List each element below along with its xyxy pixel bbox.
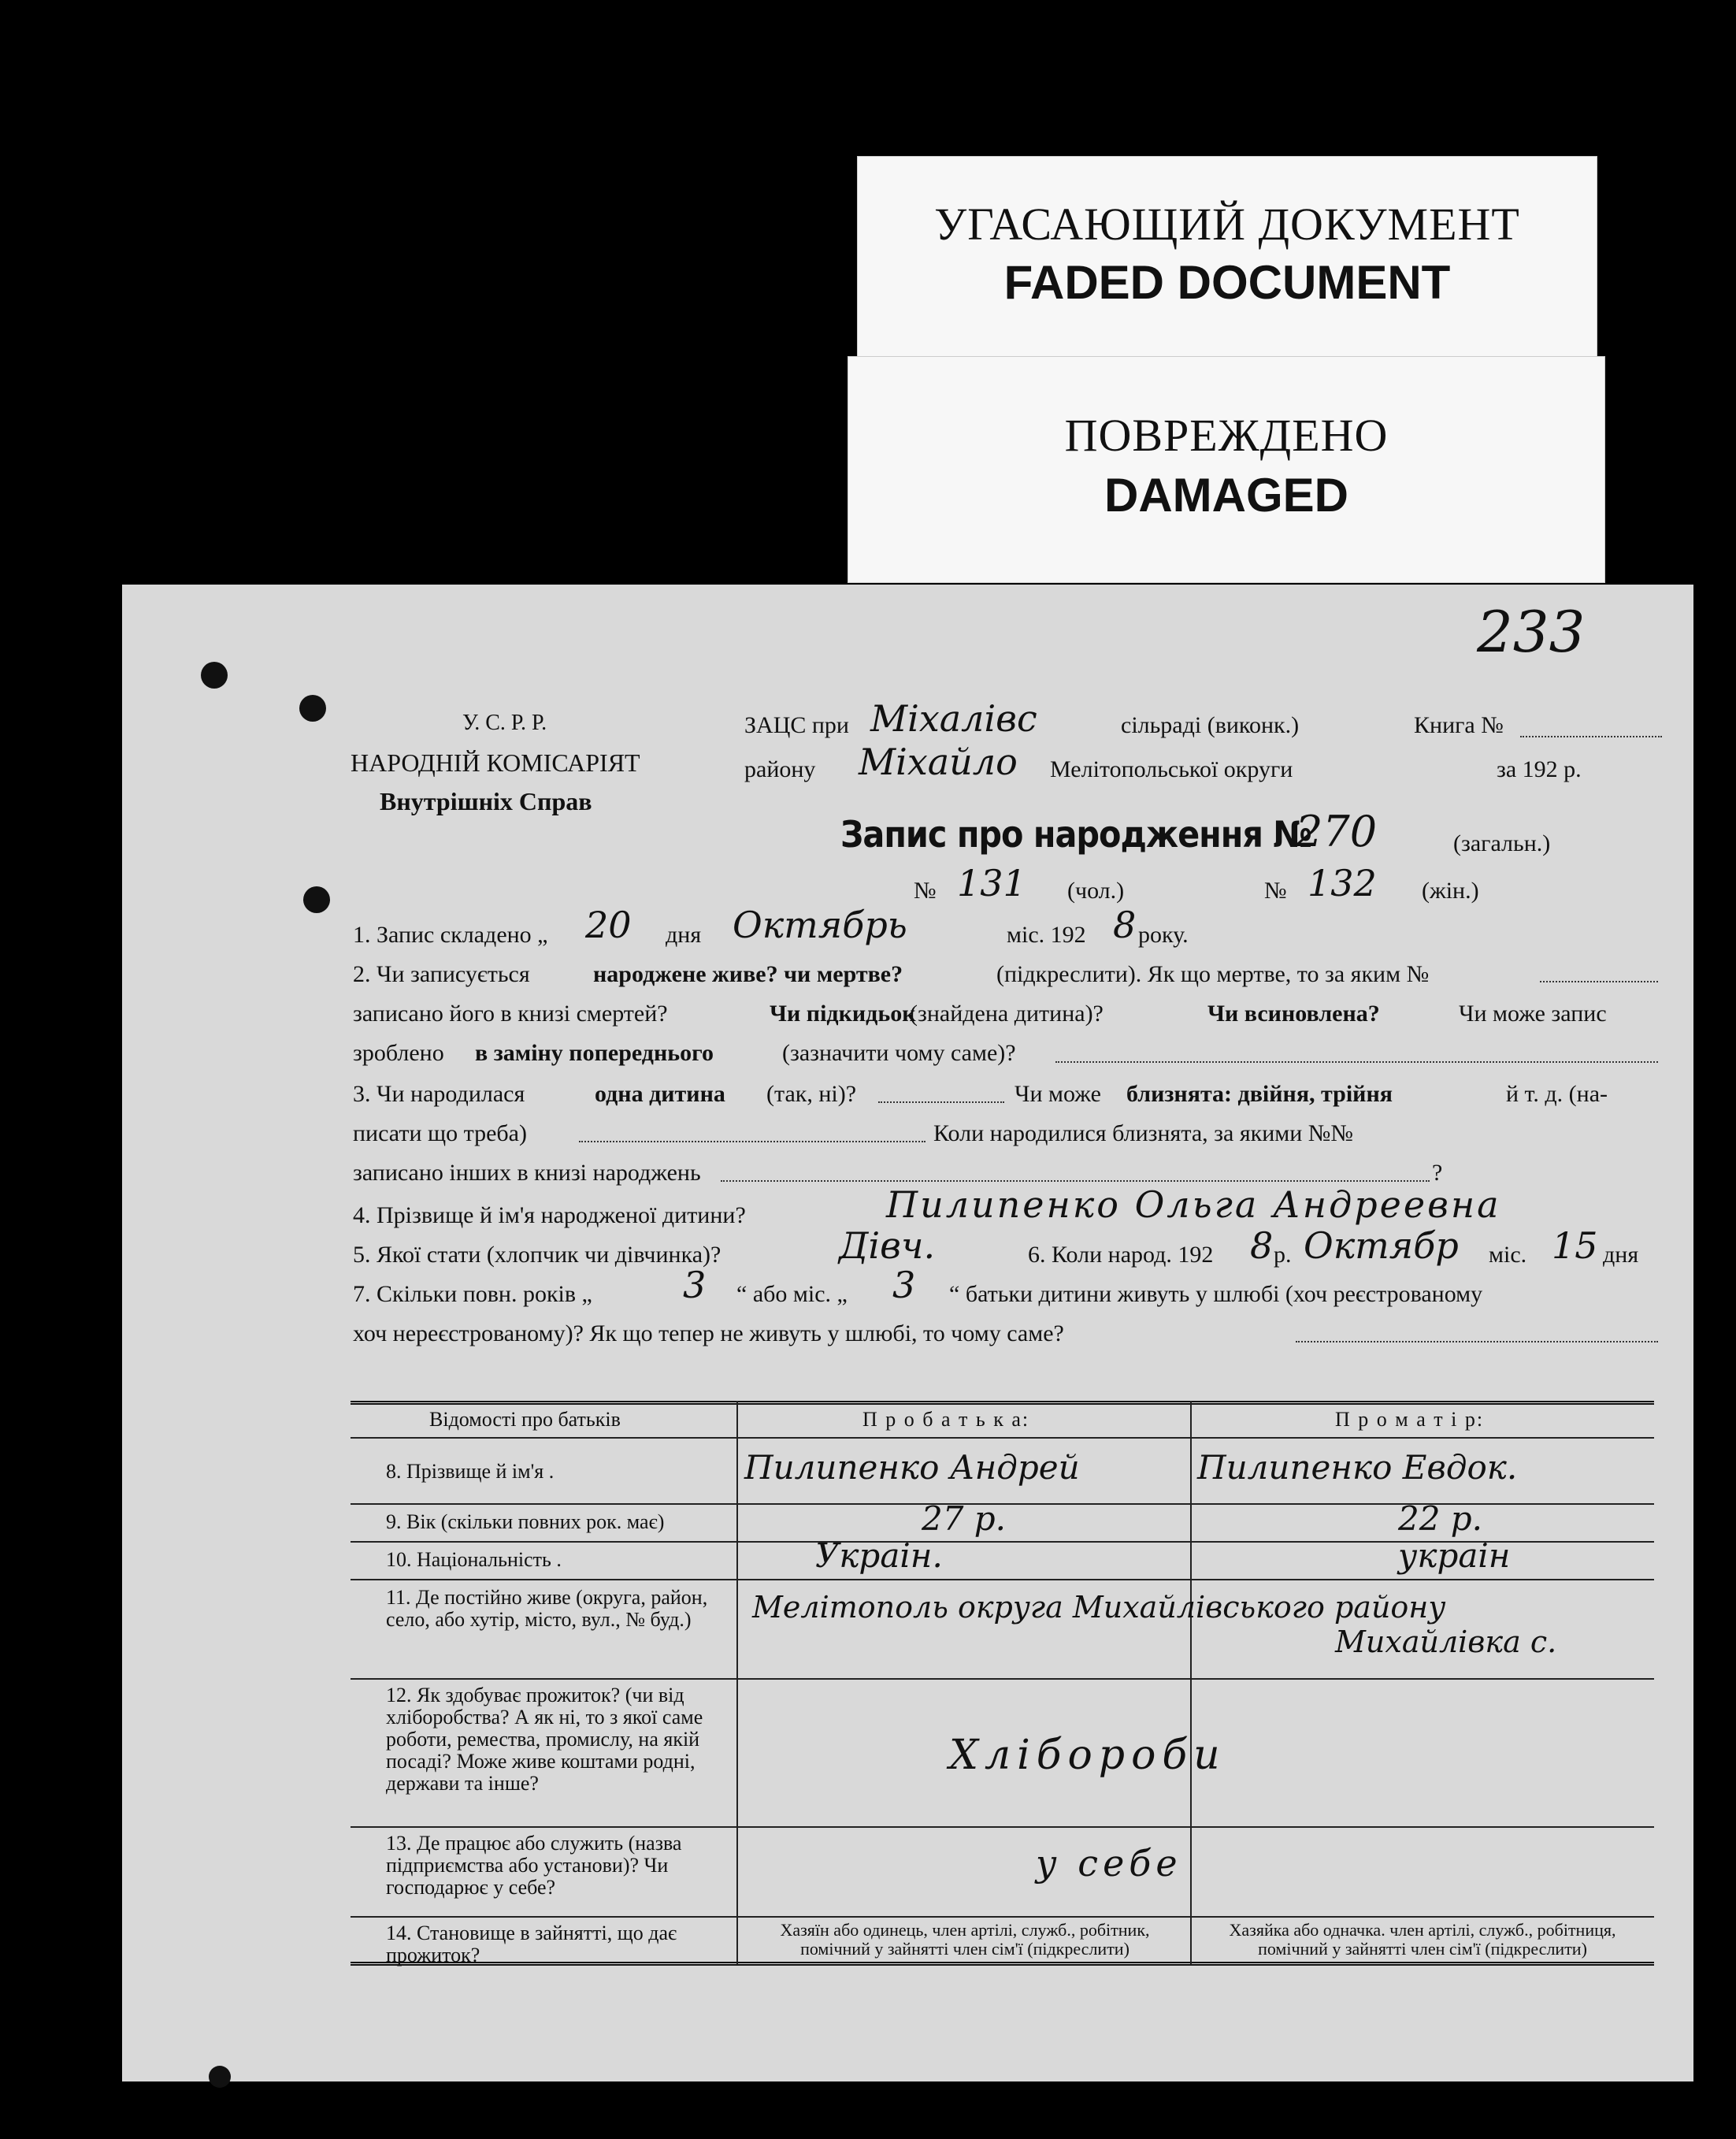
birth-year-digit: 8: [1250, 1224, 1274, 1267]
row-label-age: 9. Вік (скільки повних рок. має): [386, 1510, 665, 1533]
male-number: 131: [957, 862, 1026, 904]
raion-label: району: [744, 756, 816, 782]
line9-c: р.: [1274, 1242, 1292, 1268]
header-father: П р о б а т ь к а:: [862, 1408, 1030, 1431]
line6-b: Коли народилися близнята, за якими №№: [933, 1120, 1354, 1146]
line2-dotted: [1540, 981, 1658, 982]
father-workplace: у себе: [1036, 1842, 1182, 1885]
line2-c: (підкреслити). Як що мертве, то за яким №: [996, 961, 1430, 987]
birth-day: 15: [1552, 1224, 1598, 1267]
record-month: Октябрь: [733, 904, 907, 946]
parents-table: [351, 1401, 1654, 1968]
line5-dotted: [878, 1101, 1004, 1103]
father-name: Пилипенко Андрей: [744, 1448, 1080, 1487]
line7-b: ?: [1432, 1160, 1443, 1186]
mother-age: 22 р.: [1398, 1499, 1483, 1538]
book-dotted-line: [1520, 736, 1662, 737]
line5-e: близнята: двійня, трійня: [1126, 1081, 1393, 1107]
line3-b: Чи підкидьок: [770, 1001, 916, 1027]
faded-document-label: [857, 156, 1597, 358]
line9-e: дня: [1603, 1242, 1639, 1268]
row-label-workplace: 13. Де працює або служить (назва підприємства або установи)? Чи господарює у себе?: [386, 1832, 682, 1899]
commissariat-heading: НАРОДНІЙ КОМІСАРІЯТ: [351, 748, 640, 777]
line2-b: народжене живе? чи мертве?: [593, 961, 903, 987]
female-label: (жін.): [1422, 878, 1479, 904]
line5-a: 3. Чи народилася: [353, 1081, 525, 1107]
table-header-rule: [351, 1437, 1654, 1439]
ussr-heading: У. С. Р. Р.: [462, 711, 547, 735]
line3-e: Чи може запис: [1459, 1001, 1607, 1027]
mother-name: Пилипенко Евдок.: [1197, 1448, 1518, 1487]
line9-b: 6. Коли народ. 192: [1028, 1242, 1214, 1268]
father-livelihood: Хлібороби: [949, 1732, 1226, 1779]
mother-residence: Михайлівка с.: [1335, 1625, 1557, 1659]
line10-a: 7. Скільки повн. років „: [353, 1281, 592, 1307]
no-label-2: №: [1264, 878, 1287, 904]
record-day: 20: [585, 904, 632, 946]
line2-a: 2. Чи записується: [353, 961, 530, 987]
zags-handwritten: Міхалівс: [870, 697, 1037, 740]
raion-handwritten: Міхайло: [859, 741, 1018, 783]
line11-a: хоч нереєстрованому)? Як що тепер не живуть у шлюбі, то чому саме?: [353, 1320, 1064, 1346]
line9-d: міс.: [1489, 1242, 1527, 1268]
line3-d: Чи всиновлена?: [1207, 1001, 1380, 1027]
child-name: Пилипенко Ольга Андреевна: [886, 1183, 1501, 1226]
father-position-options: Хазяїн або одинець, член артілі, служб., робітник, помічний у зайнятті член сім'ї (підкреслити): [780, 1920, 1150, 1959]
female-number: 132: [1308, 862, 1377, 904]
line5-b: одна дитина: [595, 1081, 725, 1107]
line5-c: (так, ні)?: [766, 1081, 857, 1107]
mother-position-options: Хазяйка або одначка. член артілі, служб., робітниця, помічний у зайнятті член сім'ї (підкреслити): [1229, 1920, 1616, 1959]
record-title: Запис про народження №: [840, 813, 1312, 856]
line5-f: й т. д. (на-: [1506, 1081, 1608, 1107]
department-heading: Внутрішніх Справ: [380, 787, 592, 815]
damaged-label-en: DAMAGED: [1104, 469, 1348, 522]
birth-month: Октябр: [1304, 1224, 1459, 1267]
table-row-rule: [351, 1916, 1654, 1918]
child-sex: Дівч.: [839, 1224, 936, 1267]
line1-prefix: 1. Запис складено „: [353, 922, 548, 948]
line6-dotted: [579, 1141, 925, 1142]
years-married: 3: [683, 1264, 707, 1306]
row-label-name: 8. Прізвище й ім'я .: [386, 1460, 555, 1483]
punch-hole: [303, 886, 330, 913]
zags-label: ЗАЦС при: [744, 712, 849, 738]
table-row-rule: [351, 1579, 1654, 1580]
line1-month-label: міс. 192: [1007, 922, 1086, 948]
header-mother: П р о м а т і р:: [1335, 1408, 1485, 1431]
father-age: 27 р.: [922, 1499, 1007, 1538]
line7-a: записано інших в книзі народжень: [353, 1160, 701, 1186]
birth-record-form: [122, 585, 1693, 2081]
year-label: за 192 р.: [1497, 756, 1582, 782]
father-nationality: Украін.: [815, 1536, 943, 1575]
male-label: (чол.): [1067, 878, 1125, 904]
table-row-rule: [351, 1826, 1654, 1828]
months-married: 3: [892, 1264, 916, 1306]
damaged-document-label: [848, 356, 1605, 583]
faded-label-ru: УГАСАЮЩИЙ ДОКУМЕНТ: [934, 199, 1520, 250]
line10-c: “ батьки дитини живуть у шлюбі (хоч реєстрованому: [949, 1281, 1483, 1307]
line4-b: в заміну попереднього: [475, 1040, 714, 1066]
punch-hole: [299, 695, 326, 722]
line9-a: 5. Якої стати (хлопчик чи дівчинка)?: [353, 1242, 721, 1268]
punch-hole: [201, 662, 228, 689]
damaged-label-ru: ПОВРЕЖДЕНО: [1064, 410, 1389, 461]
line3-c: (знайдена дитина)?: [910, 1001, 1104, 1027]
line5-d: Чи може: [1015, 1081, 1101, 1107]
record-year-digit: 8: [1113, 904, 1137, 946]
record-number: 270: [1296, 807, 1378, 856]
punch-hole: [209, 2066, 231, 2088]
no-label-1: №: [914, 878, 937, 904]
table-col-rule: [1190, 1401, 1192, 1965]
faded-label-en: FADED DOCUMENT: [1003, 256, 1451, 309]
header-parents-info: Відомості про батьків: [429, 1408, 621, 1431]
zags-suffix: сільраді (виконк.): [1121, 712, 1300, 738]
table-row-rule: [351, 1678, 1654, 1680]
line1-day-label: дня: [666, 922, 702, 948]
line8-a: 4. Прізвище й ім'я народженої дитини?: [353, 1202, 746, 1228]
book-label: Книга №: [1414, 712, 1504, 738]
mother-nationality: украін: [1398, 1536, 1511, 1575]
line10-b: “ або міс. „: [736, 1281, 848, 1307]
table-top-rule: [351, 1401, 1654, 1405]
line4-c: (зазначити чому саме)?: [782, 1040, 1016, 1066]
line4-a: зроблено: [353, 1040, 444, 1066]
row-label-position: 14. Становище в зайнятті, що дає прожиток?: [386, 1922, 677, 1966]
father-residence: Мелітополь округа Михайлівського району: [752, 1590, 1446, 1625]
row-label-livelihood: 12. Як здобуває прожиток? (чи від хліборобства? А як ні, то з якої саме роботи, ремества, промислу, на якій посаді? Може живе коштами родні, держави та інше?: [386, 1684, 703, 1795]
line6-a: писати що треба): [353, 1120, 527, 1146]
line7-dotted: [721, 1180, 1430, 1182]
page-number: 233: [1477, 599, 1586, 665]
line3-a: записано його в книзі смертей?: [353, 1001, 668, 1027]
row-label-residence: 11. Де постійно живе (округа, район, село, або хутір, місто, вул., № буд.): [386, 1586, 708, 1631]
row-label-nationality: 10. Національність .: [386, 1548, 562, 1571]
line4-dotted: [1055, 1061, 1658, 1063]
table-col-rule: [736, 1401, 738, 1965]
okrug-label: Мелітопольської округи: [1050, 756, 1293, 782]
line11-dotted: [1296, 1341, 1658, 1342]
line1-year-label: року.: [1138, 922, 1189, 948]
general-label: (загальн.): [1453, 830, 1551, 856]
